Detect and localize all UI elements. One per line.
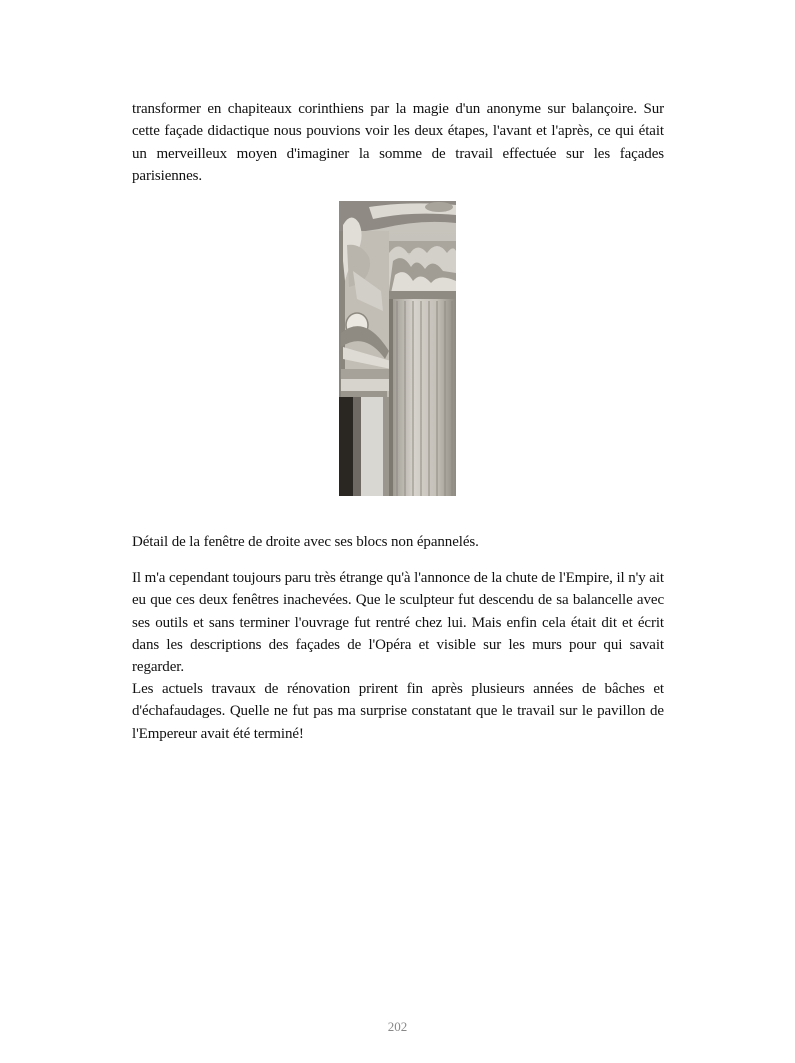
body-paragraph: transformer en chapiteaux corinthiens par la magie d'un anonyme sur balançoire. Sur cette façade didactique nous pouvions voir les deux étapes, l'avant et l'après, ce qui était un merveilleux moyen d'imaginer la somme de travail effectuée sur les façades parisiennes. bbox=[132, 101, 664, 184]
body-paragraph: Il m'a cependant toujours paru très étrange qu'à l'annonce de la chute de l'Empire, il n'y ait eu que ces deux fenêtres inachevées. Que le sculpteur fut descendu de sa balancelle avec ses outils et sans terminer l'ouvrage fut rentré chez lui. Mais enfin cela était dit et écrit dans les descriptions des façades de l'Opéra et visible sur les murs pour qui savait regarder. bbox=[132, 570, 664, 676]
facade-detail-photo bbox=[339, 201, 456, 496]
photo-caption: Détail de la fenêtre de droite avec ses blocs non épannelés. bbox=[132, 534, 479, 550]
body-paragraph: Les actuels travaux de rénovation prirent fin après plusieurs années de bâches et d'échafaudages. Quelle ne fut pas ma surprise constatant que le travail sur le pavillon de l'Empereur avait été terminé! bbox=[132, 681, 664, 742]
fluted-column bbox=[391, 299, 456, 496]
dark-doorway bbox=[339, 397, 353, 496]
facade-photo-illustration bbox=[339, 201, 456, 496]
page-number: 202 bbox=[387, 1019, 408, 1034]
